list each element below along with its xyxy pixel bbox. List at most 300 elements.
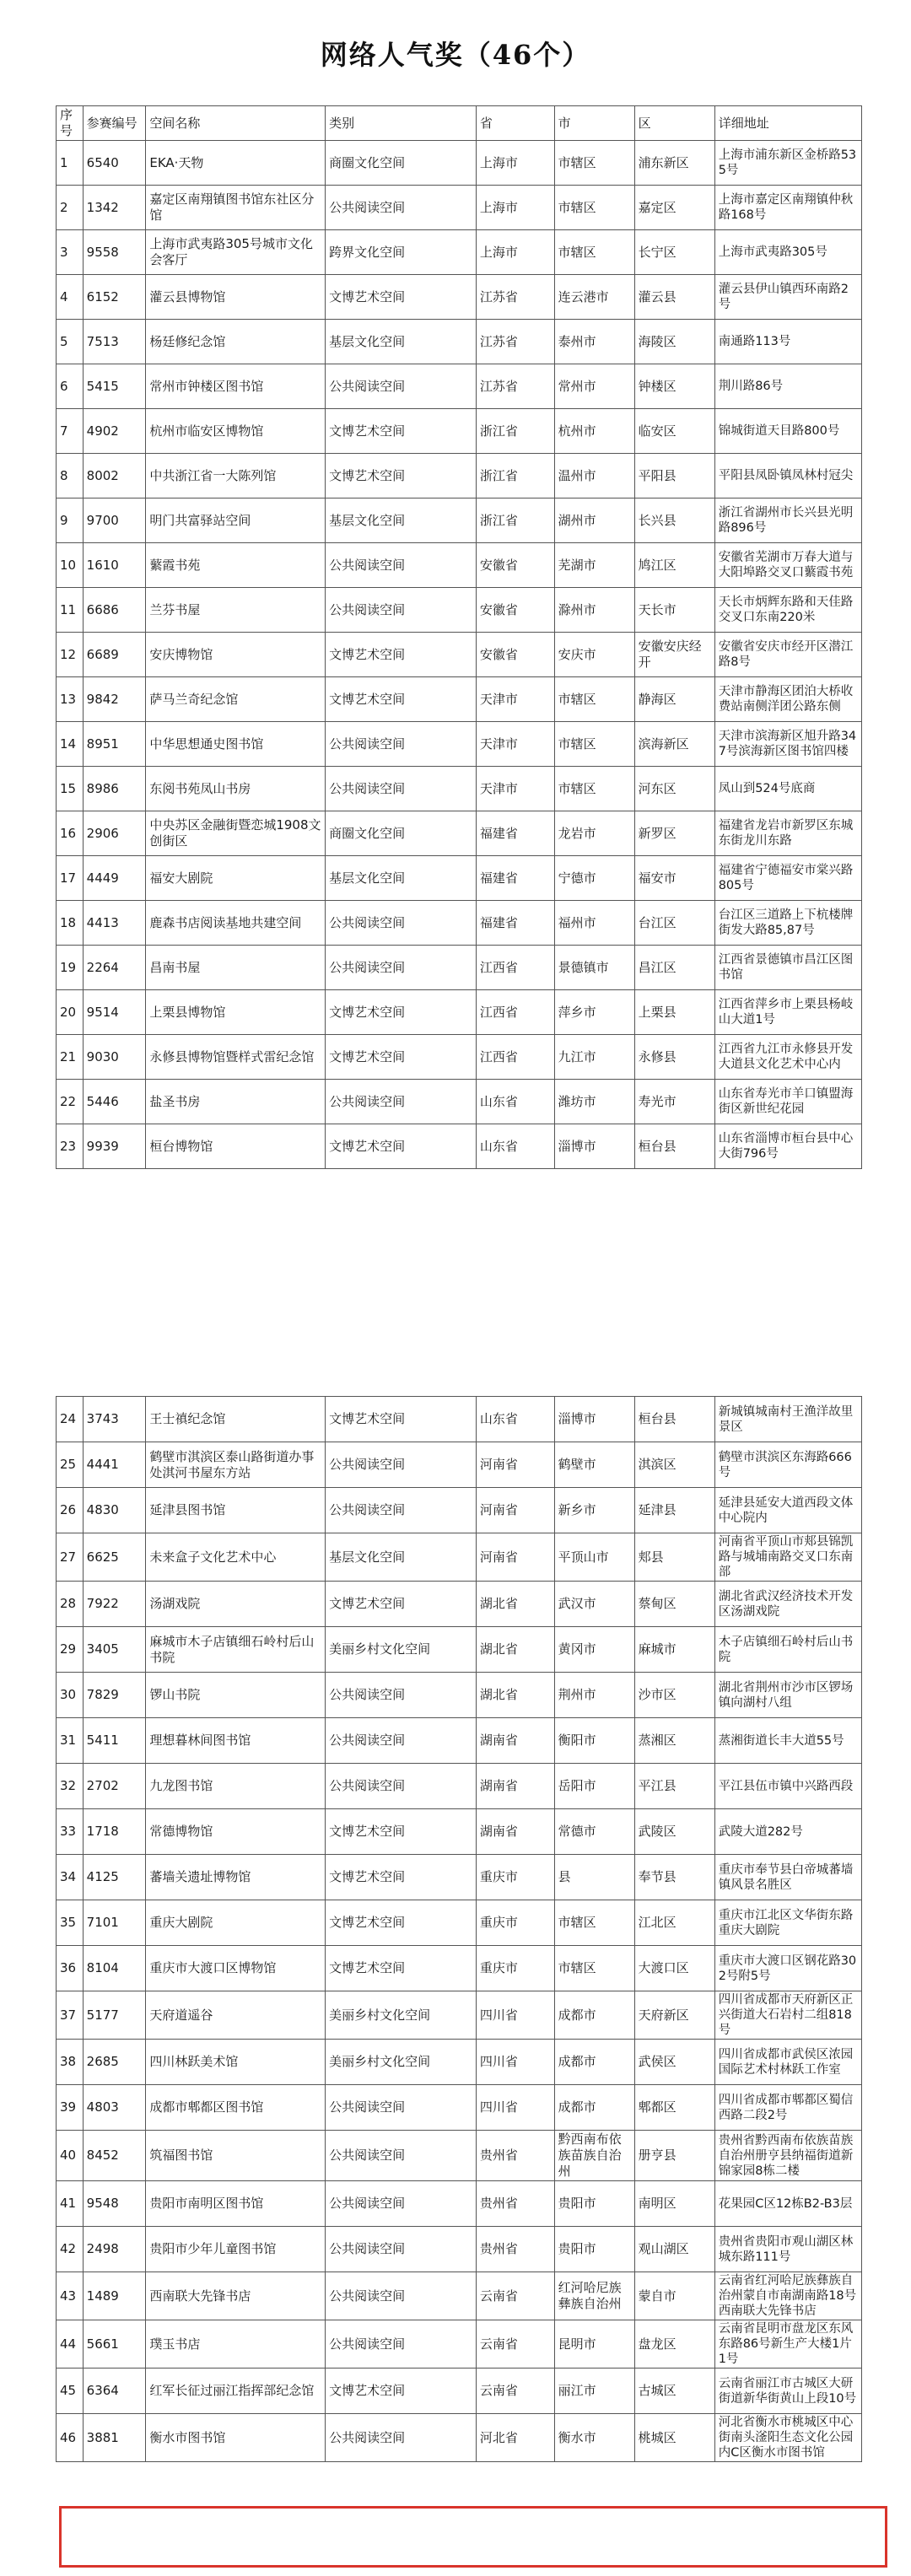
cell-entry-number: 4803 (83, 2085, 146, 2131)
cell-index: 32 (57, 1764, 84, 1809)
table-row (57, 1442, 862, 1488)
cell-province: 贵州省 (476, 2181, 554, 2227)
table-row (57, 990, 862, 1035)
cell-space-name: 贵阳市南明区图书馆 (146, 2181, 326, 2227)
cell-city: 成都市 (554, 1991, 634, 2040)
cell-index: 12 (57, 633, 84, 677)
cell-city: 泰州市 (554, 320, 634, 364)
cell-space-name: 常德博物馆 (146, 1809, 326, 1855)
cell-city: 连云港市 (554, 275, 634, 320)
cell-city: 滁州市 (554, 588, 634, 633)
table-row (57, 320, 862, 364)
cell-address: 江西省九江市永修县开发大道县文化艺术中心内 (714, 1035, 861, 1080)
cell-category: 商圈文化空间 (326, 141, 477, 186)
cell-province: 天津市 (476, 677, 554, 722)
cell-entry-number: 6152 (83, 275, 146, 320)
header-space-name: 空间名称 (146, 106, 326, 141)
cell-district: 滨海新区 (634, 722, 714, 767)
cell-space-name: 九龙图书馆 (146, 1764, 326, 1809)
cell-space-name: 安庆博物馆 (146, 633, 326, 677)
table-row (57, 811, 862, 856)
cell-space-name: 东阅书苑凤山书房 (146, 767, 326, 811)
cell-entry-number: 2685 (83, 2040, 146, 2085)
cell-city: 杭州市 (554, 409, 634, 454)
cell-city: 淄博市 (554, 1124, 634, 1169)
cell-city: 成都市 (554, 2085, 634, 2131)
cell-entry-number: 6625 (83, 1533, 146, 1582)
cell-province: 江西省 (476, 990, 554, 1035)
cell-space-name: 王士禛纪念馆 (146, 1397, 326, 1442)
table-row (57, 498, 862, 543)
cell-district: 淇滨区 (634, 1442, 714, 1488)
cell-district: 观山湖区 (634, 2227, 714, 2272)
cell-address: 福建省宁德福安市棠兴路805号 (714, 856, 861, 901)
cell-space-name: 成都市郫都区图书馆 (146, 2085, 326, 2131)
cell-district: 新罗区 (634, 811, 714, 856)
table-row (57, 767, 862, 811)
cell-address: 南通路113号 (714, 320, 861, 364)
cell-city: 安庆市 (554, 633, 634, 677)
cell-district: 武陵区 (634, 1809, 714, 1855)
table-row (57, 1673, 862, 1718)
cell-province: 浙江省 (476, 498, 554, 543)
cell-district: 台江区 (634, 901, 714, 946)
cell-address: 天长市炳辉东路和天佳路交叉口东南220米 (714, 588, 861, 633)
cell-space-name: 鹤壁市淇滨区泰山路街道办事处淇河书屋东方站 (146, 1442, 326, 1488)
cell-city: 温州市 (554, 454, 634, 498)
cell-category: 公共阅读空间 (326, 1718, 477, 1764)
cell-province: 江苏省 (476, 275, 554, 320)
cell-province: 山东省 (476, 1124, 554, 1169)
table-row (57, 2272, 862, 2320)
cell-city: 县 (554, 1855, 634, 1900)
cell-category: 美丽乡村文化空间 (326, 1627, 477, 1673)
cell-entry-number: 9514 (83, 990, 146, 1035)
table-row (57, 409, 862, 454)
cell-city: 市辖区 (554, 230, 634, 275)
table-row (57, 2227, 862, 2272)
cell-address: 灌云县伊山镇西环南路2号 (714, 275, 861, 320)
cell-category: 文博艺术空间 (326, 1855, 477, 1900)
cell-index: 23 (57, 1124, 84, 1169)
cell-district: 钟楼区 (634, 364, 714, 409)
cell-entry-number: 7101 (83, 1900, 146, 1946)
cell-city: 红河哈尼族彝族自治州 (554, 2272, 634, 2320)
table-row (57, 1488, 862, 1533)
cell-category: 文博艺术空间 (326, 633, 477, 677)
cell-address: 鹤壁市淇滨区东海路666号 (714, 1442, 861, 1488)
table-row (57, 722, 862, 767)
cell-index: 20 (57, 990, 84, 1035)
cell-city: 湖州市 (554, 498, 634, 543)
table-row (57, 1946, 862, 1991)
cell-entry-number: 8986 (83, 767, 146, 811)
page-title: 网络人气奖（46个） (320, 39, 591, 71)
cell-index: 11 (57, 588, 84, 633)
cell-city: 潍坊市 (554, 1080, 634, 1124)
cell-province: 安徽省 (476, 633, 554, 677)
cell-space-name: 上栗县博物馆 (146, 990, 326, 1035)
cell-district: 静海区 (634, 677, 714, 722)
cell-space-name: 蘩霞书苑 (146, 543, 326, 588)
cell-address: 延津县延安大道西段文体中心院内 (714, 1488, 861, 1533)
cell-district: 册亨县 (634, 2131, 714, 2181)
cell-province: 重庆市 (476, 1946, 554, 1991)
cell-index: 36 (57, 1946, 84, 1991)
cell-province: 福建省 (476, 901, 554, 946)
cell-space-name: 上海市武夷路305号城市文化会客厅 (146, 230, 326, 275)
cell-entry-number: 6686 (83, 588, 146, 633)
cell-address: 上海市浦东新区金桥路535号 (714, 141, 861, 186)
table-row (57, 275, 862, 320)
cell-province: 云南省 (476, 2320, 554, 2369)
cell-district: 灌云县 (634, 275, 714, 320)
cell-province: 云南省 (476, 2272, 554, 2320)
table-body-part-1 (57, 141, 862, 1169)
cell-address: 木子店镇细石岭村后山书院 (714, 1627, 861, 1673)
cell-district: 郫都区 (634, 2085, 714, 2131)
cell-district: 天长市 (634, 588, 714, 633)
cell-province: 福建省 (476, 811, 554, 856)
cell-entry-number: 8951 (83, 722, 146, 767)
cell-category: 公共阅读空间 (326, 901, 477, 946)
cell-category: 商圈文化空间 (326, 811, 477, 856)
cell-space-name: 中央苏区金融街暨恋城1908文创街区 (146, 811, 326, 856)
cell-city: 昆明市 (554, 2320, 634, 2369)
cell-space-name: 永修县博物馆暨样式雷纪念馆 (146, 1035, 326, 1080)
cell-index: 41 (57, 2181, 84, 2227)
cell-category: 文博艺术空间 (326, 1397, 477, 1442)
cell-province: 贵州省 (476, 2131, 554, 2181)
cell-index: 33 (57, 1809, 84, 1855)
cell-city: 贵阳市 (554, 2227, 634, 2272)
cell-category: 文博艺术空间 (326, 1035, 477, 1080)
table-row (57, 1855, 862, 1900)
cell-province: 重庆市 (476, 1855, 554, 1900)
cell-province: 福建省 (476, 856, 554, 901)
cell-province: 云南省 (476, 2369, 554, 2414)
cell-entry-number: 6364 (83, 2369, 146, 2414)
table-row (57, 1627, 862, 1673)
cell-category: 公共阅读空间 (326, 767, 477, 811)
cell-entry-number: 1718 (83, 1809, 146, 1855)
cell-address: 山东省淄博市桓台县中心大街796号 (714, 1124, 861, 1169)
cell-index: 27 (57, 1533, 84, 1582)
cell-address: 云南省丽江市古城区大研街道新华街黄山上段10号 (714, 2369, 861, 2414)
cell-province: 湖北省 (476, 1673, 554, 1718)
cell-entry-number: 8002 (83, 454, 146, 498)
cell-address: 重庆市大渡口区钢花路302号附5号 (714, 1946, 861, 1991)
cell-space-name: 明门共富驿站空间 (146, 498, 326, 543)
cell-index: 39 (57, 2085, 84, 2131)
cell-district: 蒙自市 (634, 2272, 714, 2320)
cell-space-name: 鹿森书店阅读基地共建空间 (146, 901, 326, 946)
cell-district: 桓台县 (634, 1124, 714, 1169)
table-row (57, 2040, 862, 2085)
table-row (57, 1080, 862, 1124)
cell-index: 22 (57, 1080, 84, 1124)
cell-address: 上海市嘉定区南翔镇仲秋路168号 (714, 186, 861, 230)
header-province: 省 (476, 106, 554, 141)
cell-district: 嘉定区 (634, 186, 714, 230)
cell-index: 7 (57, 409, 84, 454)
cell-entry-number: 8104 (83, 1946, 146, 1991)
cell-index: 38 (57, 2040, 84, 2085)
cell-province: 湖南省 (476, 1764, 554, 1809)
cell-city: 成都市 (554, 2040, 634, 2085)
cell-city: 贵阳市 (554, 2181, 634, 2227)
cell-category: 公共阅读空间 (326, 588, 477, 633)
cell-category: 公共阅读空间 (326, 186, 477, 230)
cell-entry-number: 7829 (83, 1673, 146, 1718)
table-row (57, 588, 862, 633)
cell-district: 蒸湘区 (634, 1718, 714, 1764)
cell-space-name: 红军长征过丽江指挥部纪念馆 (146, 2369, 326, 2414)
cell-address: 四川省成都市郫都区蜀信西路二段2号 (714, 2085, 861, 2131)
cell-entry-number: 2498 (83, 2227, 146, 2272)
cell-category: 文博艺术空间 (326, 1809, 477, 1855)
cell-index: 15 (57, 767, 84, 811)
cell-district: 麻城市 (634, 1627, 714, 1673)
table-row (57, 1809, 862, 1855)
cell-province: 四川省 (476, 2085, 554, 2131)
cell-address: 江西省萍乡市上栗县杨岐山大道1号 (714, 990, 861, 1035)
cell-city: 平顶山市 (554, 1533, 634, 1582)
cell-entry-number: 9939 (83, 1124, 146, 1169)
cell-entry-number: 3405 (83, 1627, 146, 1673)
cell-city: 芜湖市 (554, 543, 634, 588)
cell-province: 山东省 (476, 1397, 554, 1442)
cell-entry-number: 5415 (83, 364, 146, 409)
cell-space-name: 天府道遥谷 (146, 1991, 326, 2040)
cell-address: 平江县伍市镇中兴路西段 (714, 1764, 861, 1809)
cell-district: 天府新区 (634, 1991, 714, 2040)
cell-space-name: 汤湖戏院 (146, 1582, 326, 1627)
cell-city: 武汉市 (554, 1582, 634, 1627)
cell-space-name: 锣山书院 (146, 1673, 326, 1718)
cell-space-name: 常州市钟楼区图书馆 (146, 364, 326, 409)
cell-entry-number: 5661 (83, 2320, 146, 2369)
header-address: 详细地址 (714, 106, 861, 141)
cell-index: 10 (57, 543, 84, 588)
cell-index: 16 (57, 811, 84, 856)
cell-address: 福建省龙岩市新罗区东城东街龙川东路 (714, 811, 861, 856)
cell-district: 长宁区 (634, 230, 714, 275)
cell-entry-number: 2264 (83, 946, 146, 990)
cell-district: 武侯区 (634, 2040, 714, 2085)
cell-district: 南明区 (634, 2181, 714, 2227)
cell-district: 平阳县 (634, 454, 714, 498)
cell-address: 台江区三道路上下杭楼牌街发大路85,87号 (714, 901, 861, 946)
cell-district: 古城区 (634, 2369, 714, 2414)
cell-district: 延津县 (634, 1488, 714, 1533)
cell-city: 淄博市 (554, 1397, 634, 1442)
highlight-box-row-45 (59, 2506, 887, 2568)
cell-address: 河北省衡水市桃城区中心街南头滏阳生态文化公园内C区衡水市图书馆 (714, 2414, 861, 2462)
cell-space-name: 重庆市大渡口区博物馆 (146, 1946, 326, 1991)
cell-province: 河北省 (476, 2414, 554, 2462)
cell-space-name: 理想暮林间图书馆 (146, 1718, 326, 1764)
cell-category: 文博艺术空间 (326, 1124, 477, 1169)
cell-city: 萍乡市 (554, 990, 634, 1035)
cell-address: 贵州省黔西南布依族苗族自治州册亨县纳福街道新锦家园8栋二楼 (714, 2131, 861, 2181)
cell-index: 40 (57, 2131, 84, 2181)
cell-category: 公共阅读空间 (326, 543, 477, 588)
cell-province: 江苏省 (476, 320, 554, 364)
cell-entry-number: 6540 (83, 141, 146, 186)
cell-district: 桃城区 (634, 2414, 714, 2462)
cell-space-name: 西南联大先锋书店 (146, 2272, 326, 2320)
table-body-part-2 (57, 1397, 862, 2462)
cell-district: 郏县 (634, 1533, 714, 1582)
cell-province: 湖北省 (476, 1582, 554, 1627)
cell-province: 河南省 (476, 1533, 554, 1582)
cell-province: 安徽省 (476, 588, 554, 633)
cell-entry-number: 4449 (83, 856, 146, 901)
cell-category: 公共阅读空间 (326, 2320, 477, 2369)
cell-city: 市辖区 (554, 1946, 634, 1991)
cell-index: 44 (57, 2320, 84, 2369)
cell-district: 安徽安庆经开 (634, 633, 714, 677)
cell-space-name: 璞玉书店 (146, 2320, 326, 2369)
cell-address: 重庆市江北区文华街东路重庆大剧院 (714, 1900, 861, 1946)
cell-category: 文博艺术空间 (326, 1946, 477, 1991)
cell-category: 跨界文化空间 (326, 230, 477, 275)
cell-space-name: 中共浙江省一大陈列馆 (146, 454, 326, 498)
table-row (57, 230, 862, 275)
cell-province: 湖北省 (476, 1627, 554, 1673)
cell-province: 上海市 (476, 186, 554, 230)
cell-entry-number: 3881 (83, 2414, 146, 2462)
cell-entry-number: 4125 (83, 1855, 146, 1900)
cell-entry-number: 1610 (83, 543, 146, 588)
cell-province: 江西省 (476, 1035, 554, 1080)
cell-city: 黄冈市 (554, 1627, 634, 1673)
cell-address: 云南省红河哈尼族彝族自治州蒙自市南湖南路18号西南联大先锋书店 (714, 2272, 861, 2320)
cell-province: 河南省 (476, 1442, 554, 1488)
cell-district: 桓台县 (634, 1397, 714, 1442)
cell-city: 市辖区 (554, 677, 634, 722)
table-row (57, 677, 862, 722)
cell-category: 公共阅读空间 (326, 1442, 477, 1488)
cell-space-name: 延津县图书馆 (146, 1488, 326, 1533)
cell-address: 四川省成都市天府新区正兴街道大石岩村二组818号 (714, 1991, 861, 2040)
cell-address: 湖北省武汉经济技术开发区汤湖戏院 (714, 1582, 861, 1627)
cell-city: 市辖区 (554, 186, 634, 230)
table-row (57, 1718, 862, 1764)
cell-address: 山东省寿光市羊口镇盟海街区新世纪花园 (714, 1080, 861, 1124)
cell-address: 湖北省荆州市沙市区锣场镇向湖村八组 (714, 1673, 861, 1718)
cell-city: 常州市 (554, 364, 634, 409)
cell-category: 文博艺术空间 (326, 677, 477, 722)
cell-category: 基层文化空间 (326, 320, 477, 364)
table-row (57, 186, 862, 230)
cell-index: 25 (57, 1442, 84, 1488)
cell-district: 上栗县 (634, 990, 714, 1035)
cell-province: 天津市 (476, 722, 554, 767)
cell-entry-number: 9548 (83, 2181, 146, 2227)
cell-index: 42 (57, 2227, 84, 2272)
cell-city: 宁德市 (554, 856, 634, 901)
cell-address: 平阳县凤卧镇凤林村冠尖 (714, 454, 861, 498)
cell-space-name: 未来盒子文化艺术中心 (146, 1533, 326, 1582)
cell-city: 市辖区 (554, 767, 634, 811)
cell-space-name: 重庆大剧院 (146, 1900, 326, 1946)
cell-category: 公共阅读空间 (326, 722, 477, 767)
cell-address: 浙江省湖州市长兴县光明路896号 (714, 498, 861, 543)
table-row (57, 2181, 862, 2227)
cell-space-name: 福安大剧院 (146, 856, 326, 901)
cell-index: 45 (57, 2369, 84, 2414)
cell-district: 海陵区 (634, 320, 714, 364)
cell-address: 安徽省安庆市经开区潜江路8号 (714, 633, 861, 677)
cell-entry-number: 7513 (83, 320, 146, 364)
cell-address: 蒸湘街道长丰大道55号 (714, 1718, 861, 1764)
cell-index: 1 (57, 141, 84, 186)
table-row (57, 1900, 862, 1946)
table-row (57, 946, 862, 990)
cell-category: 文博艺术空间 (326, 454, 477, 498)
cell-district: 永修县 (634, 1035, 714, 1080)
cell-index: 46 (57, 2414, 84, 2462)
cell-category: 基层文化空间 (326, 1533, 477, 1582)
cell-province: 浙江省 (476, 454, 554, 498)
cell-district: 鸠江区 (634, 543, 714, 588)
cell-entry-number: 5177 (83, 1991, 146, 2040)
cell-space-name: 筑福图书馆 (146, 2131, 326, 2181)
cell-district: 寿光市 (634, 1080, 714, 1124)
cell-index: 35 (57, 1900, 84, 1946)
table-row (57, 2369, 862, 2414)
cell-province: 安徽省 (476, 543, 554, 588)
cell-space-name: 昌南书屋 (146, 946, 326, 990)
cell-index: 17 (57, 856, 84, 901)
header-index: 序号 (57, 106, 84, 141)
cell-category: 公共阅读空间 (326, 2131, 477, 2181)
cell-category: 文博艺术空间 (326, 275, 477, 320)
cell-district: 江北区 (634, 1900, 714, 1946)
cell-city: 岳阳市 (554, 1764, 634, 1809)
cell-index: 14 (57, 722, 84, 767)
cell-category: 公共阅读空间 (326, 364, 477, 409)
cell-index: 29 (57, 1627, 84, 1673)
table-row (57, 633, 862, 677)
cell-city: 龙岩市 (554, 811, 634, 856)
table-row (57, 1533, 862, 1582)
award-table-part-2 (56, 1396, 862, 2462)
cell-address: 上海市武夷路305号 (714, 230, 861, 275)
cell-address: 重庆市奉节县白帝城蕃墙镇风景名胜区 (714, 1855, 861, 1900)
cell-index: 31 (57, 1718, 84, 1764)
cell-index: 2 (57, 186, 84, 230)
cell-category: 基层文化空间 (326, 856, 477, 901)
cell-address: 天津市滨海新区旭升路347号滨海新区图书馆四楼 (714, 722, 861, 767)
cell-province: 上海市 (476, 141, 554, 186)
cell-city: 衡阳市 (554, 1718, 634, 1764)
cell-space-name: 贵阳市少年儿童图书馆 (146, 2227, 326, 2272)
cell-province: 四川省 (476, 1991, 554, 2040)
cell-category: 基层文化空间 (326, 498, 477, 543)
cell-city: 福州市 (554, 901, 634, 946)
cell-entry-number: 1489 (83, 2272, 146, 2320)
table-row (57, 856, 862, 901)
cell-address: 江西省景德镇市昌江区图书馆 (714, 946, 861, 990)
cell-category: 公共阅读空间 (326, 2272, 477, 2320)
cell-space-name: 四川林跃美术馆 (146, 2040, 326, 2085)
cell-district: 大渡口区 (634, 1946, 714, 1991)
cell-province: 湖南省 (476, 1809, 554, 1855)
cell-province: 山东省 (476, 1080, 554, 1124)
